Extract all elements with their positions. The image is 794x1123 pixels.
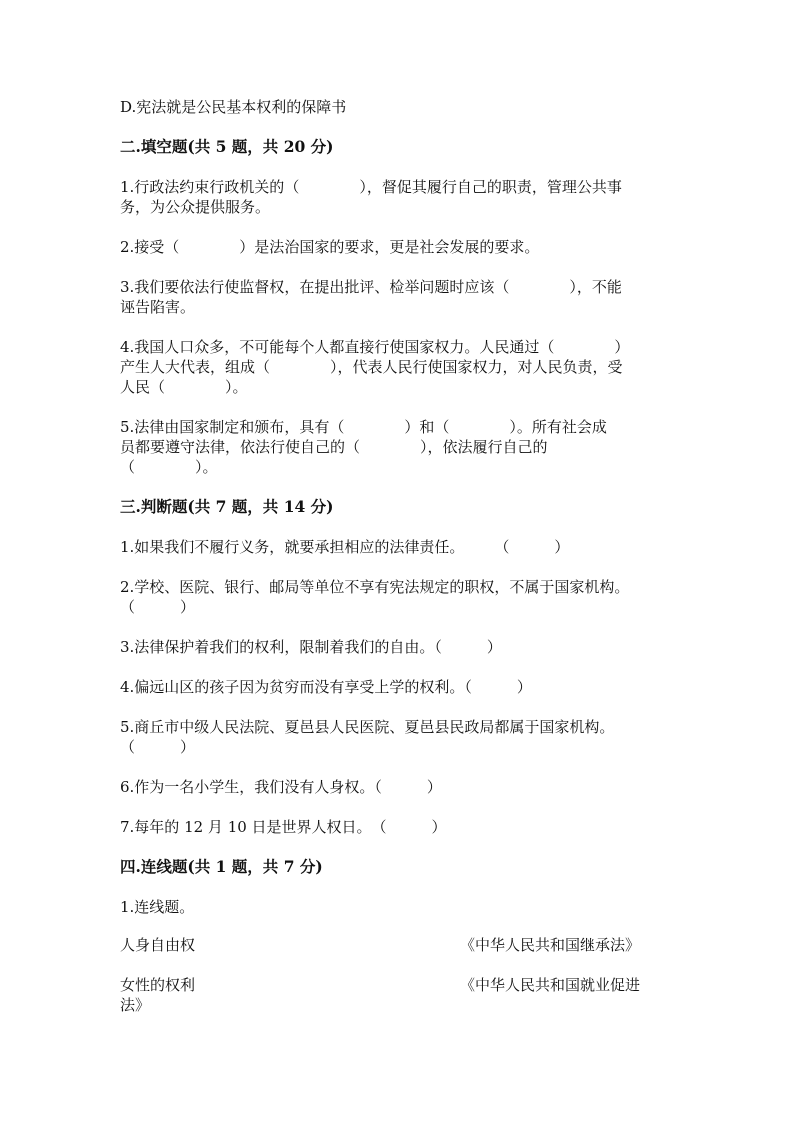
- judge-q3: 3.法律保护着我们的权利，限制着我们的自由。（ ）: [120, 638, 502, 656]
- judge-q1: 1.如果我们不履行义务，就要承担相应的法律责任。 （ ）: [120, 538, 570, 556]
- judge-q5-line1: 5.商丘市中级人民法院、夏邑县人民医院、夏邑县民政局都属于国家机构。: [120, 718, 615, 736]
- fill-q4-line3: 人民（ ）。: [120, 378, 248, 396]
- match-right-item-1: 《中华人民共和国继承法》: [460, 936, 641, 954]
- judge-q7: 7.每年的 12 月 10 日是世界人权日。 （ ）: [120, 818, 447, 836]
- section3-heading: 三.判断题(共 7 题，共 14 分): [120, 497, 334, 516]
- fill-q5-line1: 5.法律由国家制定和颁布，具有（ ）和（ ）。所有社会成: [120, 418, 607, 436]
- fill-q4-line2: 产生人大代表，组成（ ），代表人民行使国家权力，对人民负责，受: [120, 358, 623, 376]
- match-right-item-2-line1: 《中华人民共和国就业促进: [460, 976, 641, 994]
- match-left-item-2: 女性的权利: [120, 976, 196, 994]
- judge-q4: 4.偏远山区的孩子因为贫穷而没有享受上学的权利。（ ）: [120, 678, 532, 696]
- match-right-item-2-line2: 法》: [120, 996, 151, 1014]
- option-d: D.宪法就是公民基本权利的保障书: [120, 98, 347, 116]
- judge-q2-line1: 2.学校、医院、银行、邮局等单位不享有宪法规定的职权，不属于国家机构。: [120, 578, 630, 596]
- fill-q1-line2: 务，为公众提供服务。: [120, 198, 271, 216]
- judge-q6: 6.作为一名小学生，我们没有人身权。（ ）: [120, 778, 442, 796]
- judge-q2-line2: （ ）: [120, 598, 196, 616]
- fill-q2: 2.接受（ ）是法治国家的要求，更是社会发展的要求。: [120, 238, 540, 256]
- fill-q4-line1: 4.我国人口众多，不可能每个人都直接行使国家权力。人民通过（ ）: [120, 338, 630, 356]
- fill-q5-line3: （ ）。: [120, 458, 218, 476]
- fill-q5-line2: 员都要遵守法律，依法行使自己的（ ），依法履行自己的: [120, 438, 548, 456]
- match-left-item-1: 人身自由权: [120, 936, 196, 954]
- fill-q3-line2: 诬告陷害。: [120, 298, 196, 316]
- judge-q5-line2: （ ）: [120, 738, 196, 756]
- section4-heading: 四.连线题(共 1 题，共 7 分): [120, 857, 323, 876]
- match-q1: 1.连线题。: [120, 898, 195, 916]
- fill-q1-line1: 1.行政法约束行政机关的（ ），督促其履行自己的职责，管理公共事: [120, 178, 622, 196]
- fill-q3-line1: 3.我们要依法行使监督权，在提出批评、检举问题时应该（ ），不能: [120, 278, 622, 296]
- section2-heading: 二.填空题(共 5 题，共 20 分): [120, 137, 334, 156]
